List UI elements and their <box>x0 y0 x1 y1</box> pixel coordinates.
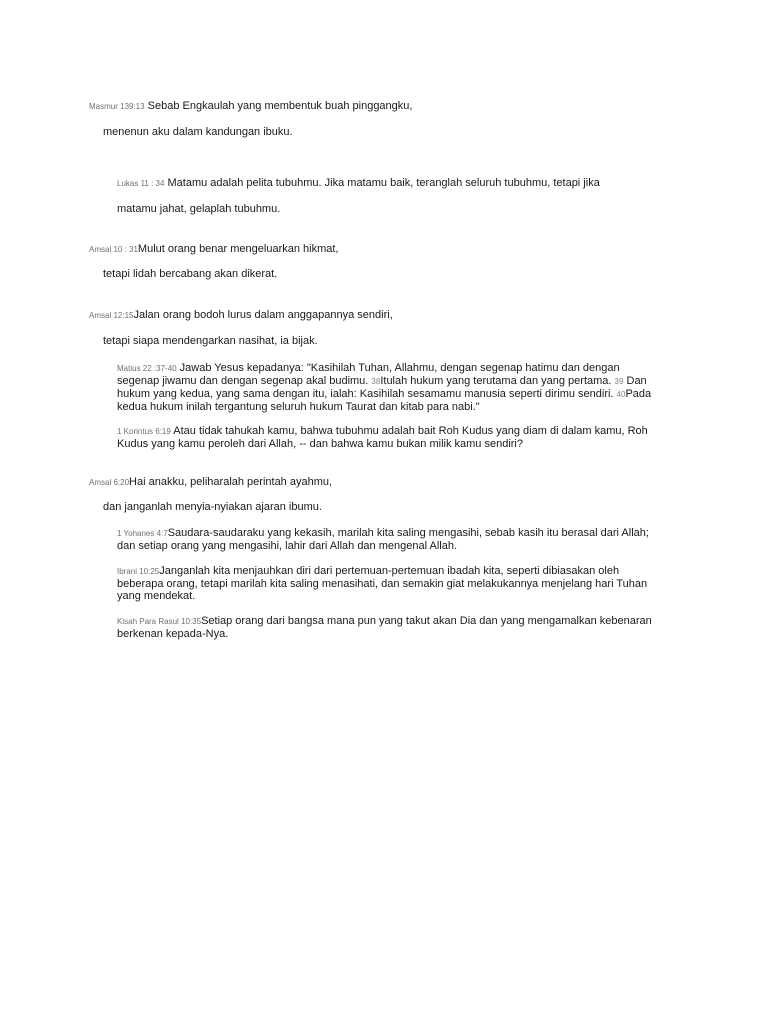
verse-text: Jawab Yesus kepadanya: "Kasihilah Tuhan, Allahmu, dengan segenap hatimu dan dengan segenap jiwamu dan dengan segenap akal budimu. <box>117 362 620 387</box>
verse-reference: Matius 22 :37-40 <box>117 364 177 373</box>
verse-amsal6-line2: dan janganlah menyia-nyiakan ajaran ibumu. <box>103 501 322 513</box>
verse-reference: Masmur 139:13 <box>89 102 145 111</box>
verse-text: Mulut orang benar mengeluarkan hikmat, <box>137 243 339 255</box>
verse-number: 38 <box>371 377 381 386</box>
verse-amsal6-line1 <box>89 476 332 489</box>
verse-text: Hai anakku, peliharalah perintah ayahmu, <box>129 476 333 488</box>
verse-yohanes-paragraph <box>117 527 657 552</box>
verse-text: Sebab Engkaulah yang membentuk buah pinggangku, <box>144 100 413 112</box>
verse-korintus-paragraph <box>117 425 657 450</box>
verse-number: 39 <box>614 377 624 386</box>
verse-matius-paragraph <box>117 362 657 413</box>
verse-reference: Lukas 11 : 34 <box>117 179 165 188</box>
verse-reference: Amsal 12:15 <box>89 311 134 320</box>
verse-text: Atau tidak tahukah kamu, bahwa tubuhmu adalah bait Roh Kudus yang diam di dalam kamu, Roh Kudus yang kamu peroleh dari Allah, -- dan bahwa kamu bukan milik kamu sendiri? <box>117 425 648 450</box>
verse-text: Saudara-saudaraku yang kekasih, marilah kita saling mengasihi, sebab kasih itu berasal dari Allah; dan setiap orang yang mengasihi, lahir dari Allah dan mengenal Allah. <box>117 527 649 552</box>
verse-reference: Ibrani 10:25 <box>117 567 160 576</box>
verse-kisah-paragraph <box>117 615 657 640</box>
verse-text: Pada kedua hukum inilah tergantung seluruh hukum Taurat dan kitab para nabi." <box>117 388 652 413</box>
verse-lukas-line2: matamu jahat, gelaplah tubuhmu. <box>117 203 281 215</box>
verse-reference: Amsal 10 : 31 <box>89 245 138 254</box>
verse-reference: 1 Yohanes 4:7 <box>117 529 168 538</box>
verse-reference: Kisah Para Rasul 10:35 <box>117 617 202 626</box>
verse-text: Dan hukum yang kedua, yang sama dengan itu, ialah: Kasihilah sesamamu manusia seperti dirimu sendiri. <box>117 375 647 400</box>
verse-reference: 1 Korintus 6:19 <box>117 427 171 436</box>
verse-text: Setiap orang dari bangsa mana pun yang takut akan Dia dan yang mengamalkan kebenaran berkenan kepada-Nya. <box>117 615 652 640</box>
verse-ibrani-paragraph <box>117 565 657 602</box>
verse-lukas-line1 <box>117 177 600 190</box>
verse-text: Janganlah kita menjauhkan diri dari pertemuan-pertemuan ibadah kita, seperti dibiasakan oleh beberapa orang, tetapi marilah kita saling menasihati, dan semakin giat melakukannya menjelang hari Tuhan yang mendekat. <box>117 565 648 602</box>
verse-reference: Amsal 6:20 <box>89 478 130 487</box>
verse-text: Jalan orang bodoh lurus dalam anggapannya sendiri, <box>133 309 393 321</box>
verse-number: 40 <box>616 390 626 399</box>
verse-text: Itulah hukum yang terutama dan yang pertama. <box>380 375 615 387</box>
verse-amsal12-line2: tetapi siapa mendengarkan nasihat, ia bijak. <box>103 335 318 347</box>
verse-mazmur-line1 <box>89 100 412 113</box>
verse-amsal12-line1 <box>89 309 393 322</box>
verse-amsal10-line1 <box>89 243 338 256</box>
verse-text: Matamu adalah pelita tubuhmu. Jika matamu baik, teranglah seluruh tubuhmu, tetapi jika <box>164 177 600 189</box>
verse-mazmur-line2: menenun aku dalam kandungan ibuku. <box>103 126 293 138</box>
verse-amsal10-line2: tetapi lidah bercabang akan dikerat. <box>103 268 278 280</box>
